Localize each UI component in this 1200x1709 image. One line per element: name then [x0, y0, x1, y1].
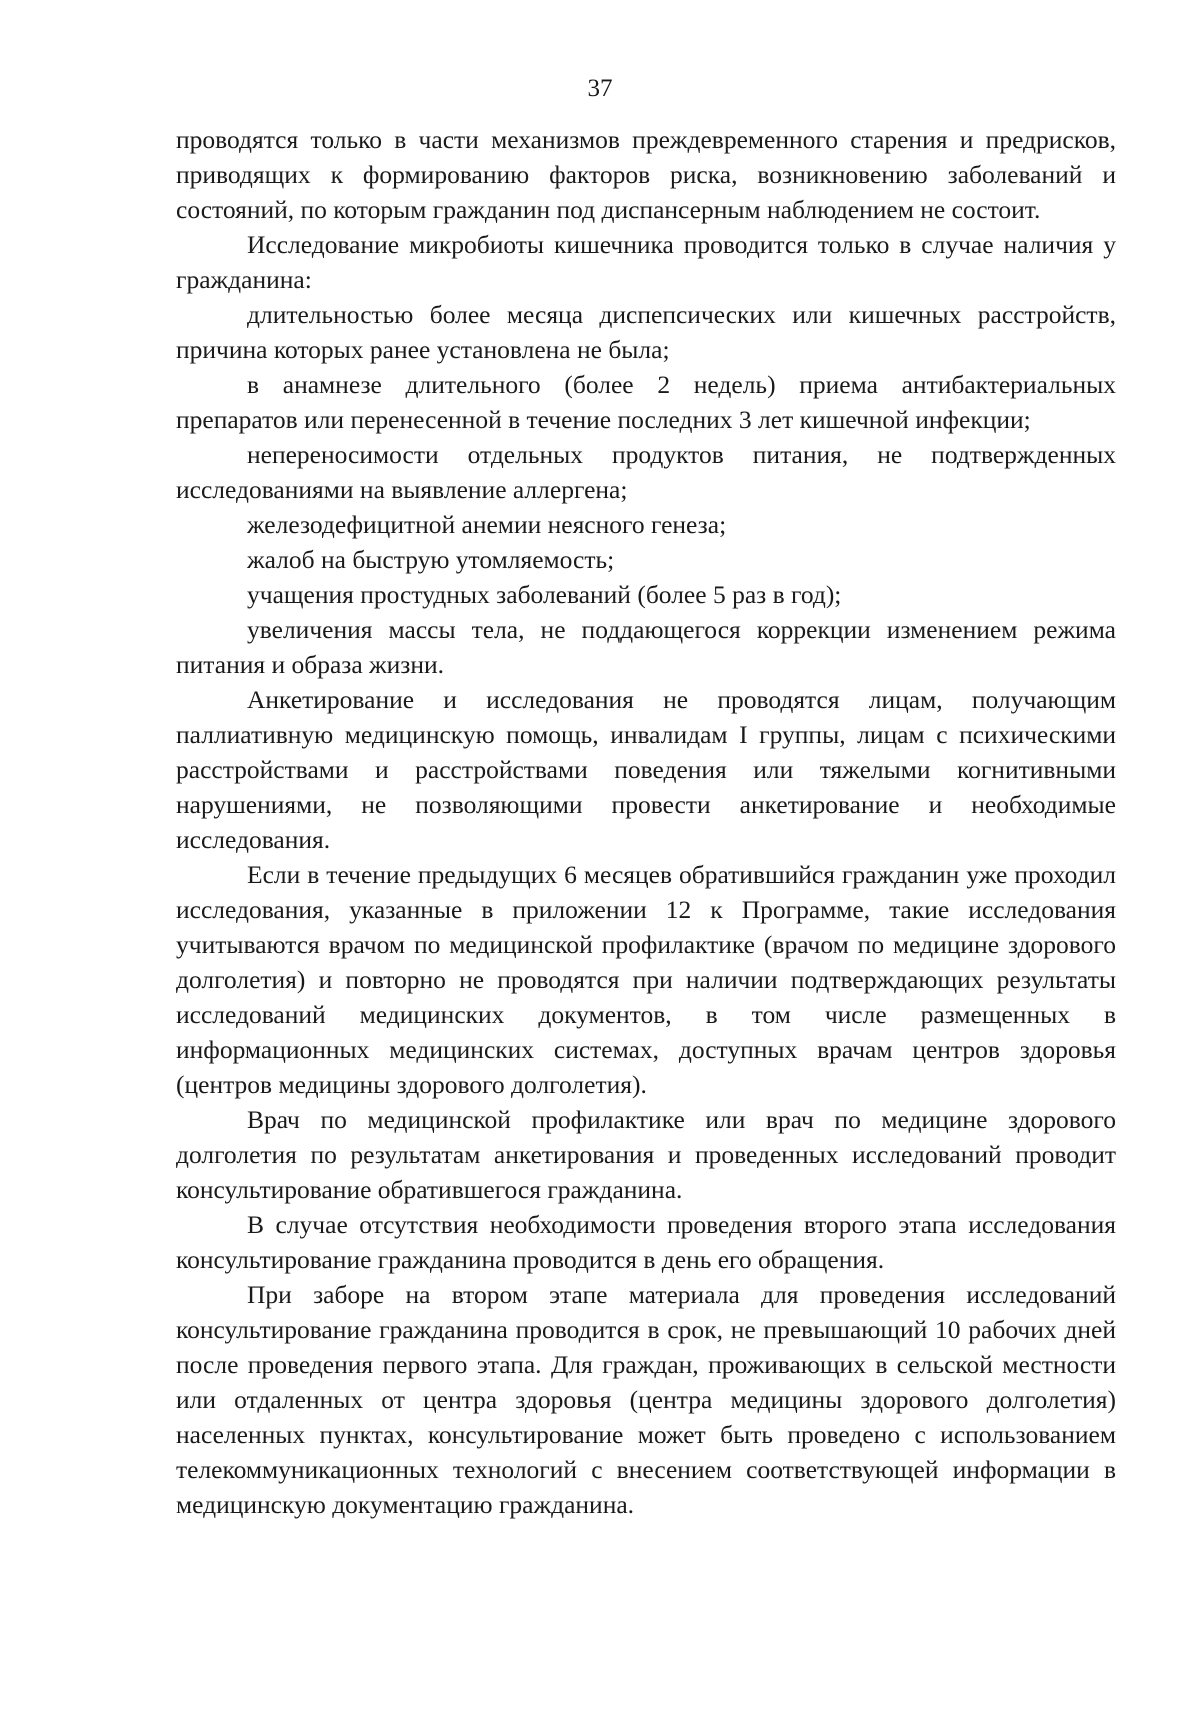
paragraph-previous-studies: Если в течение предыдущих 6 месяцев обратившийся гражданин уже проходил исследования, указанные в приложении 12 к Программе, такие исследования учитываются врачом по медицинской профилактике (врачом по медицине здорового долголетия) и повторно не проводятся при наличии подтверждающих результаты исследований медицинских документов, в том числе размещенных в информационных медицинских системах, доступных врачам центров здоровья (центров медицины здорового долголетия). — [176, 860, 1116, 1099]
list-item-anemia: железодефицитной анемии неясного генеза; — [247, 510, 727, 539]
page-number: 37 — [587, 75, 613, 102]
paragraph-exclusions: Анкетирование и исследования не проводятся лицам, получающим паллиативную медицинскую помощь, инвалидам I группы, лицам с психическими расстройствами и расстройствами поведения или тяжелыми когнитивными нарушениями, не позволяющими провести анкетирование и необходимые исследования. — [176, 685, 1116, 854]
paragraph-consultation: Врач по медицинской профилактике или врач по медицине здорового долголетия по результатам анкетирования и проведенных исследований проводит консультирование обратившегося гражданина. — [176, 1105, 1116, 1204]
list-item-dyspeptic-disorders: длительностью более месяца диспепсических или кишечных расстройств, причина которых ранее установлена не была; — [176, 300, 1116, 364]
paragraph-same-day: В случае отсутствия необходимости проведения второго этапа исследования консультирование гражданина проводится в день его обращения. — [176, 1210, 1116, 1274]
list-item-weight-gain: увеличения массы тела, не поддающегося коррекции изменением режима питания и образа жизни. — [176, 615, 1116, 679]
paragraph-microbiota-intro: Исследование микробиоты кишечника проводится только в случае наличия у гражданина: — [176, 230, 1116, 294]
document-body — [176, 122, 1116, 1522]
paragraph-second-stage: При заборе на втором этапе материала для проведения исследований консультирование гражданина проводится в срок, не превышающий 10 рабочих дней после проведения первого этапа. Для граждан, проживающих в сельской местности или отдаленных от центра здоровья (центра медицины здорового долголетия) населенных пунктах, консультирование может быть проведено с использованием телекоммуникационных технологий с внесением соответствующей информации в медицинскую документацию гражданина. — [176, 1280, 1116, 1519]
list-item-fatigue: жалоб на быструю утомляемость; — [247, 545, 615, 574]
list-item-antibiotics-history: в анамнезе длительного (более 2 недель) приема антибактериальных препаратов или перенесенной в течение последних 3 лет кишечной инфекции; — [176, 370, 1116, 434]
list-item-food-intolerance: непереносимости отдельных продуктов питания, не подтвержденных исследованиями на выявление аллергена; — [176, 440, 1116, 504]
list-item-frequent-colds: учащения простудных заболеваний (более 5 раз в год); — [247, 580, 842, 609]
paragraph-continuation: проводятся только в части механизмов преждевременного старения и предрисков, приводящих к формированию факторов риска, возникновению заболеваний и состояний, по которым гражданин под диспансерным наблюдением не состоит. — [176, 125, 1116, 224]
